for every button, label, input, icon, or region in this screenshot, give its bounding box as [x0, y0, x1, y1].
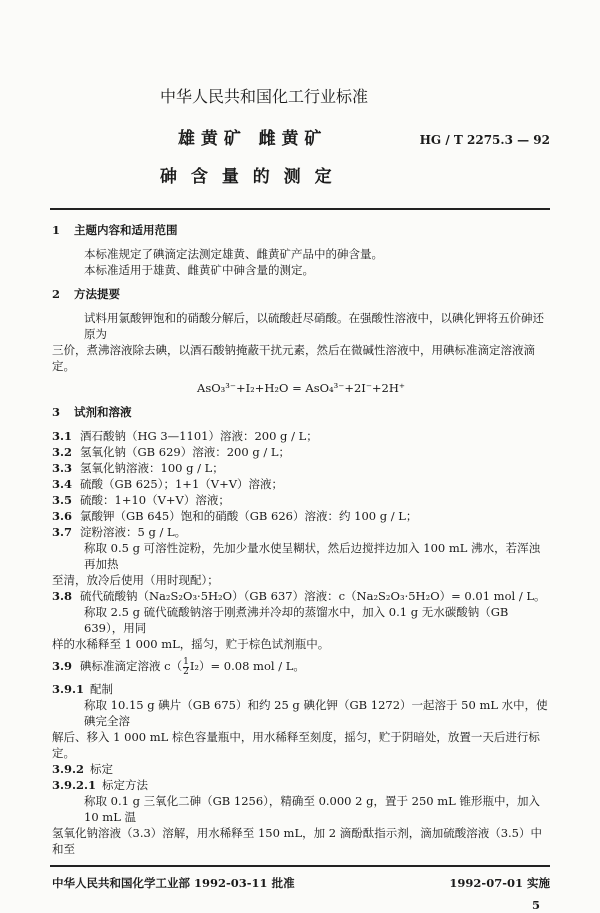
section-1-heading: 1 主题内容和适用范围: [52, 223, 178, 237]
list-item: 3.9 碘标准滴定溶液 c（ $\frac{1}{2}$ I₂）= 0.08 mol / L。: [52, 656, 305, 677]
subsection-heading: 3.9.2 标定: [52, 761, 113, 776]
list-item: 3.5 硫酸：1+10（V+V）溶液；: [52, 493, 230, 507]
effective-date: 1992-07-01 实施: [449, 875, 550, 890]
paragraph: 三价，煮沸溶液除去碘，以酒石酸钠掩蔽干扰元素，然后在微碱性溶液中，用碘标准滴定溶液滴定。: [52, 343, 535, 373]
subsection-heading: 3.9.1 配制: [52, 681, 113, 696]
section-2-heading: 2 方法提要: [52, 287, 120, 301]
fraction: $\frac{1}{2}$: [183, 656, 189, 677]
list-item: 3.3 氢氧化钠溶液：100 g / L；: [52, 461, 224, 475]
list-item: 3.8 硫代硫酸钠（Na₂S₂O₃·5H₂O）（GB 637）溶液：c（Na₂S₂O₃·5H₂O）= 0.01 mol / L。: [52, 589, 546, 603]
section-3-heading: 3 试剂和溶液: [52, 405, 132, 419]
list-item: 3.1 酒石酸钠（HG 3—1101）溶液：200 g / L；: [52, 429, 318, 443]
doc-title-line2: 砷 含 量 的 测 定: [160, 167, 336, 187]
paragraph: 解后、移入 1 000 mL 棕色容量瓶中，用水稀释至刻度，摇匀，贮于阴暗处，放置一天后进行标定。: [52, 729, 540, 760]
org-title: 中华人民共和国化工行业标准: [160, 87, 369, 106]
paragraph: 至清，放冷后使用（用时现配）；: [52, 573, 219, 587]
paragraph: 称取 10.15 g 碘片（GB 675）和约 25 g 碘化钾（GB 1272）一起溶于 50 mL 水中，使碘完全溶: [84, 697, 548, 728]
paragraph: 样的水稀释至 1 000 mL，摇匀，贮于棕色试剂瓶中。: [52, 637, 330, 651]
page-number: 5: [531, 897, 540, 912]
paragraph: 本标准适用于雄黄、雌黄矿中砷含量的测定。: [84, 263, 314, 277]
paragraph: 本标准规定了碘滴定法测定雄黄、雌黄矿产品中的砷含量。: [84, 247, 383, 261]
paragraph: 称取 2.5 g 硫代硫酸钠溶于刚煮沸并冷却的蒸馏水中，加入 0.1 g 无水碳酸钠（GB 639），用同: [84, 605, 509, 635]
document-header: [52, 86, 550, 210]
list-item: 3.7 淀粉溶液：5 g / L。: [52, 525, 187, 539]
subsection-heading: 3.9.2.1 标定方法: [52, 777, 148, 792]
paragraph: 称取 0.5 g 可溶性淀粉，先加少量水使呈糊状，然后边搅拌边加入 100 mL 沸水，若浑浊再加热: [84, 541, 541, 571]
paragraph: 称取 0.1 g 三氧化二砷（GB 1256），精确至 0.000 2 g，置于 250 mL 锥形瓶中，加入 10 mL 温: [84, 793, 540, 824]
list-item: 3.6 氯酸钾（GB 645）饱和的硝酸（GB 626）溶液：约 100 g / L；: [52, 509, 418, 523]
title-row: [52, 128, 550, 150]
standard-code: HG / T 2275.3 — 92: [419, 133, 550, 147]
reaction-formula: AsO₃³⁻+I₂+H₂O = AsO₄³⁻+2I⁻+2H⁺: [197, 381, 405, 395]
doc-title-line1: 雄 黄 矿 雌 黄 矿: [178, 129, 322, 149]
footer-rule: [50, 865, 550, 867]
paragraph: 氢氧化钠溶液（3.3）溶解，用水稀释至 150 mL，加 2 滴酚酞指示剂，滴加硫酸溶液（3.5）中和至: [52, 825, 543, 856]
list-item: 3.4 硫酸（GB 625）；1+1（V+V）溶液；: [52, 477, 284, 491]
footer: [52, 875, 550, 891]
list-item: 3.2 氢氧化钠（GB 629）溶液：200 g / L；: [52, 445, 291, 459]
paragraph: 试料用氯酸钾饱和的硝酸分解后，以硫酸赶尽硝酸。在强酸性溶液中，以碘化钾将五价砷还原为: [84, 311, 544, 341]
approval-note: 中华人民共和国化学工业部 1992-03-11 批准: [52, 875, 295, 890]
header-rule: [50, 208, 550, 210]
